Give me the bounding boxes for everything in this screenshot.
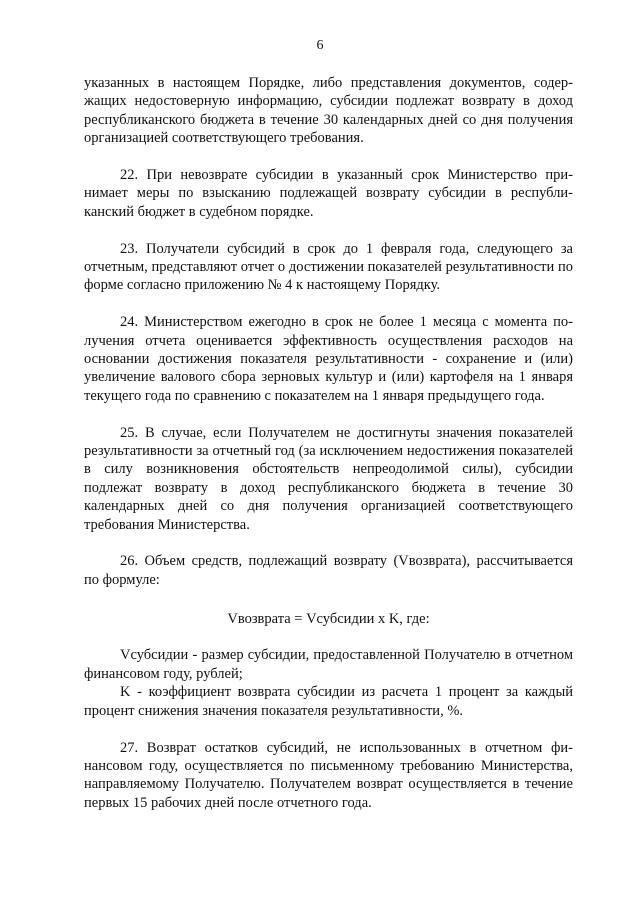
definition-k-coefficient: K - коэффициент возврата субсидии из расчета 1 процент за каждый процент снижения значения показателя результативности, %.: [84, 684, 573, 719]
definition-v-subsidy: Vсубсидии - размер субсидии, предоставленной Получателю в отчетном финансовом году, рублей;: [84, 647, 573, 682]
paragraph-23: 23. Получатели субсидий в срок до 1 февраля года, следующего за отчетным, представляют отчет о достижении показателей результативности по форме согласно приложению № 4 к настоящему Порядку.: [84, 240, 573, 294]
paragraph-22: 22. При невозврате субсидии в указанный срок Министерство принимает меры по взысканию подлежащей возврату субсидии в республиканский бюджет в судебном порядке.: [84, 167, 573, 220]
paragraph-27: 27. Возврат остатков субсидий, не использованных в отчетном финансовом году, осуществляется по письменному требованию Министерства, направляемому Получателю. Получателем возврат осуществляется в течение первых 15 рабочих дней после отчетного года.: [84, 739, 573, 811]
paragraph-25: 25. В случае, если Получателем не достигнуты значения показателей результативности за отчетный год (за исключением недостижения показателей в силу возникновения обстоятельств непреодолимой силы), субсидии подлежат возврату в доход республиканского бюджета в течение 30 календарных дней со дня получения организацией соответствующего требования Министерства.: [84, 424, 573, 533]
page-number: 6: [316, 38, 324, 53]
formula: Vвозврата = Vсубсидии x K, где:: [227, 610, 430, 627]
document-body: [84, 74, 573, 831]
paragraph-continuation: указанных в настоящем Порядке, либо представления документов, содержащих недостоверную информацию, субсидии подлежат возврату в доход республиканского бюджета в течение 30 календарных дней со дня получения организацией соответствующего требования.: [84, 75, 573, 147]
paragraph-24: 24. Министерством ежегодно в срок не более 1 месяца с момента получения отчета оценивается эффективность осуществления расходов на основании достижения показателя результативности - сохранение и (или) увеличение валового сбора зерновых культур и (или) картофеля на 1 января текущего года по сравнению с показателем на 1 января предыдущего года.: [84, 314, 573, 404]
paragraph-26: 26. Объем средств, подлежащий возврату (Vвозврата), рассчитывается по формуле:: [84, 553, 573, 588]
